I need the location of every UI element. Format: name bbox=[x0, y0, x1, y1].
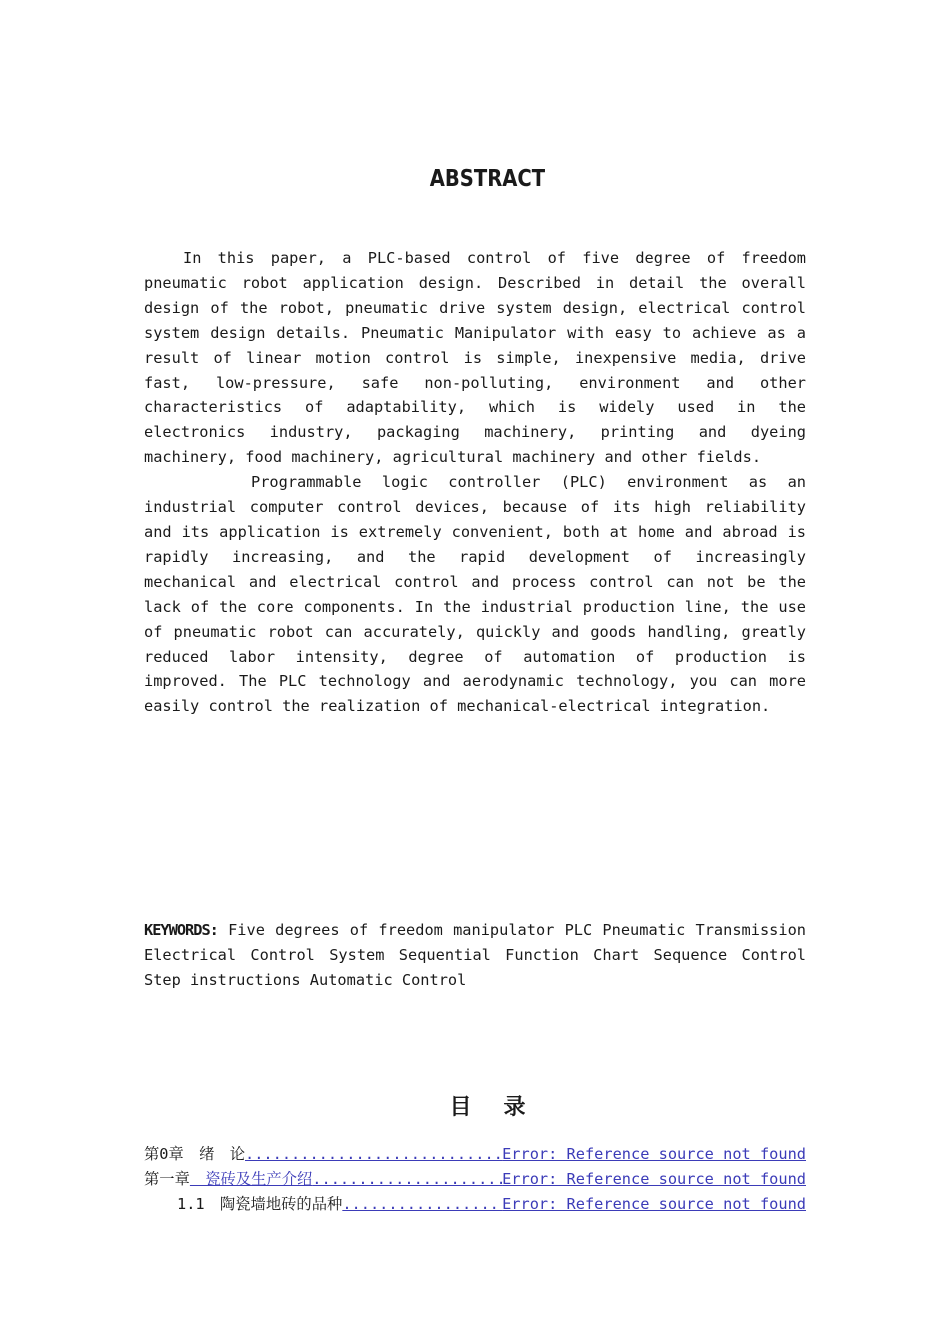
abstract-paragraph-1: In this paper, a PLC-based control of five degree of freedom pneumatic robot application design. Described in detail the overall design of the robot, pneumatic drive system design, electrical control system design details. Pneumatic Manipulator with easy to achieve as a result of linear motion control is simple, inexpensive media, drive fast, low-pressure, safe non-polluting, environment and other characteristics of adaptability, which is widely used in the electronics industry, packaging machinery, printing and dyeing machinery, food machinery, agricultural machinery and other fields. bbox=[144, 249, 816, 467]
abstract-body bbox=[144, 246, 816, 719]
table-of-contents bbox=[144, 1142, 806, 1217]
toc-leader-dots bbox=[312, 1167, 502, 1192]
keywords-label: KEYWORDS: bbox=[144, 921, 218, 939]
toc-entry-ref-link[interactable]: Error: Reference source not found bbox=[502, 1169, 806, 1188]
keywords-text: Five degrees of freedom manipulator PLC Pneumatic Transmission Electrical Control System Sequential Function Chart Sequence Control Step instructions Automatic Control bbox=[144, 921, 806, 989]
toc-leader-dots bbox=[342, 1192, 502, 1217]
toc-entry-label: 第0章 绪 论 bbox=[144, 1145, 245, 1163]
keywords-section bbox=[144, 918, 806, 993]
toc-entry[interactable] bbox=[144, 1192, 806, 1217]
toc-title: 目录 bbox=[449, 1095, 558, 1120]
toc-entry[interactable] bbox=[144, 1142, 806, 1167]
toc-entry-label-link[interactable]: 瓷砖及生产介绍 bbox=[189, 1169, 313, 1188]
toc-entry[interactable] bbox=[144, 1167, 806, 1192]
abstract-paragraph-2: Programmable logic controller (PLC) environment as an industrial computer control devices, because of its high reliability and its application is extremely convenient, both at home and abroad is rapidly increasing, and the rapid development of increasingly mechanical and electrical control and process control can not be the lack of the core components. In the industrial production line, the use of pneumatic robot can accurately, quickly and goods handling, greatly reduced labor intensity, degree of automation of production is improved. The PLC technology and aerodynamic technology, you can more easily control the realization of mechanical-electrical integration. bbox=[144, 473, 816, 716]
toc-entry-label: 第一章 bbox=[144, 1169, 190, 1188]
toc-entry-ref-link[interactable]: Error: Reference source not found bbox=[502, 1194, 806, 1213]
toc-leader-dots bbox=[245, 1142, 502, 1167]
toc-entry-label: 1.1 陶瓷墙地砖的品种 bbox=[177, 1194, 343, 1213]
abstract-title: ABSTRACT bbox=[429, 166, 546, 192]
toc-entry-ref-link[interactable]: Error: Reference source not found bbox=[502, 1145, 806, 1163]
